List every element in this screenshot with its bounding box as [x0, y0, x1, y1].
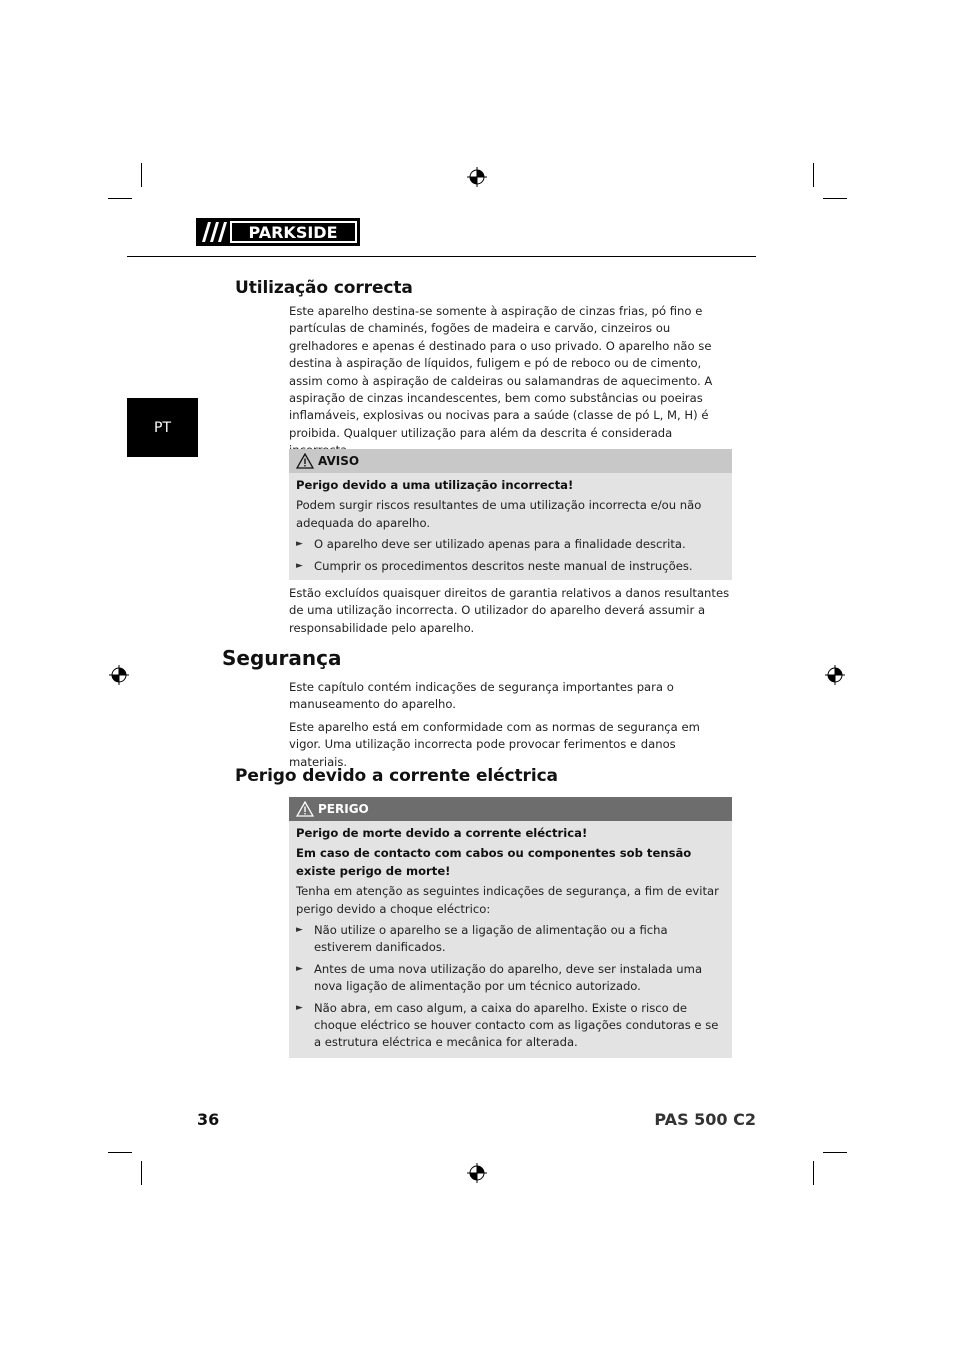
danger-text: Tenha em atenção as seguintes indicações de segurança, a fim de evitar perigo devido a choque eléctrico: [296, 884, 719, 916]
danger-box-perigo [289, 797, 732, 1058]
utilizacao-after-paragraph: Estão excluídos quaisquer direitos de garantia relativos a danos resultantes de uma utilização incorrecta. O utilizador do aparelho deverá assumir a responsabilidade pelo aparelho. [289, 586, 730, 635]
warning-label: AVISO [318, 454, 360, 468]
warning-box-aviso [289, 449, 732, 580]
section-title-seguranca: Segurança [222, 646, 342, 670]
list-item: ► Não utilize o aparelho se a ligação de alimentação ou a ficha estiverem danificados. [296, 922, 725, 957]
crop-mark [823, 1152, 847, 1153]
bullet-arrow-icon: ► [296, 963, 303, 974]
crop-mark [813, 163, 814, 187]
danger-label: PERIGO [318, 802, 369, 816]
warning-triangle-icon [296, 453, 314, 469]
language-tab: PT [127, 398, 198, 457]
seguranca-paragraph-2: Este aparelho está em conformidade com as normas de segurança em vigor. Uma utilização incorrecta pode provocar ferimentos e danos materiais. [289, 720, 700, 769]
registration-mark-icon [467, 1163, 487, 1183]
logo-text: PARKSIDE [248, 223, 338, 242]
list-item: ► Não abra, em caso algum, a caixa do aparelho. Existe o risco de choque eléctrico se houver contacto com as ligações condutoras e se a estrutura eléctrica e mecânica for alterada. [296, 1000, 725, 1052]
registration-mark-icon [109, 665, 129, 685]
warning-triangle-icon [296, 801, 314, 817]
warning-header [289, 449, 732, 473]
crop-mark [141, 1161, 142, 1185]
warning-text: Podem surgir riscos resultantes de uma utilização incorrecta e/ou não adequada do aparelho. [296, 498, 702, 530]
list-item: ► Cumprir os procedimentos descritos neste manual de instruções. [296, 558, 725, 575]
warning-heading: Perigo devido a uma utilização incorrecta! [296, 478, 574, 492]
crop-mark [813, 1161, 814, 1185]
registration-mark-icon [467, 167, 487, 187]
crop-mark [108, 1152, 132, 1153]
registration-mark-icon [825, 665, 845, 685]
bullet-arrow-icon: ► [296, 925, 303, 936]
parkside-logo [196, 218, 360, 246]
header-rule [127, 256, 756, 257]
danger-heading-1: Perigo de morte devido a corrente eléctrica! [296, 826, 588, 840]
section-title-utilizacao: Utilização correcta [235, 278, 413, 298]
bullet-arrow-icon: ► [296, 539, 303, 550]
crop-mark [108, 198, 132, 199]
bullet-arrow-icon: ► [296, 560, 303, 571]
model-name: PAS 500 C2 [654, 1110, 756, 1129]
seguranca-paragraph-1: Este capítulo contém indicações de segurança importantes para o manuseamento do aparelho. [289, 680, 674, 712]
bullet-arrow-icon: ► [296, 1002, 303, 1013]
danger-header [289, 797, 732, 821]
crop-mark [823, 198, 847, 199]
utilizacao-paragraph: Este aparelho destina-se somente à aspiração de cinzas frias, pó fino e partículas de chaminés, fogões de madeira e carvão, cinzeiros ou grelhadores e apenas é destinado para o uso privado. O aparelho não se destina à aspiração de líquidos, fuligem e pó de reboco ou de cimento, assim como à aspiração de caldeiras ou salamandras de aquecimento. A aspiração de cinzas incandescentes, bem como substâncias ou poeiras inflamáveis, explosivas ou nocivas para a saúde (classe de pó L, M, H) é proibida. Qualquer utilização para além da descrita é considerada [289, 304, 713, 440]
list-item: ► Antes de uma nova utilização do aparelho, deve ser instalada uma nova ligação de alimentação por um técnico autorizado. [296, 961, 725, 996]
page-number: 36 [197, 1110, 220, 1129]
list-item: ► O aparelho deve ser utilizado apenas para a finalidade descrita. [296, 536, 725, 553]
danger-heading-2: Em caso de contacto com cabos ou componentes sob tensão existe perigo de morte! [296, 846, 692, 878]
section-title-corrente: Perigo devido a corrente eléctrica [235, 766, 558, 786]
crop-mark [141, 163, 142, 187]
